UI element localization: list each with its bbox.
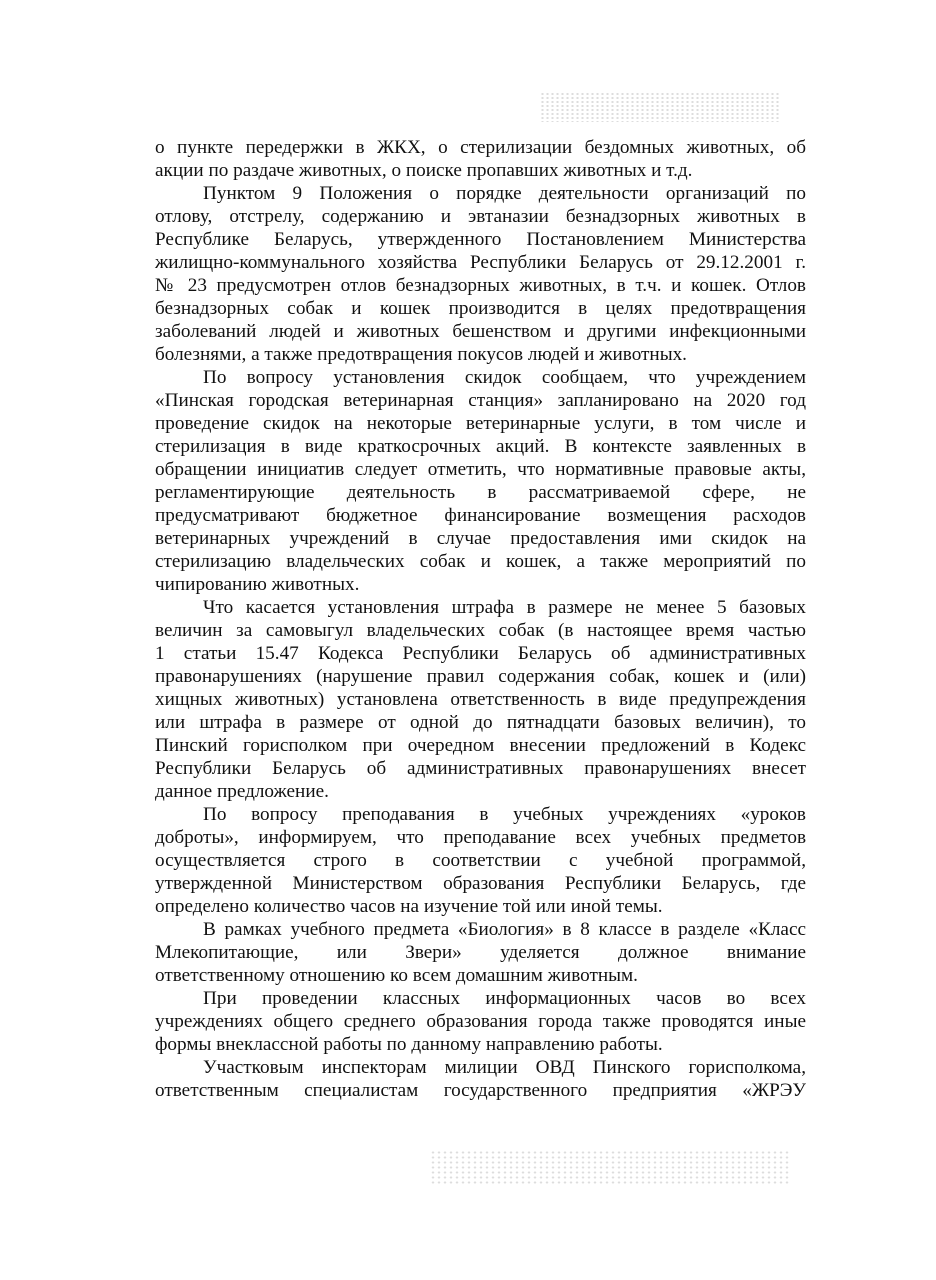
- text-line: В рамках учебного предмета «Биология» в 8 классе в разделе «Класс: [203, 919, 806, 940]
- paragraph: [155, 596, 806, 803]
- text-line: обращении инициатив следует отметить, что нормативные правовые акты,: [155, 459, 806, 480]
- text-line: стерилизацию владельческих собак и кошек, а также мероприятий по: [155, 551, 806, 572]
- paragraph: [155, 182, 806, 366]
- text-line: Участковым инспекторам милиции ОВД Пинского горисполкома,: [203, 1057, 806, 1078]
- text-line: ветеринарных учреждений в случае предоставления ими скидок на: [155, 528, 806, 549]
- text-line: безнадзорных собак и кошек производится в целях предотвращения: [155, 298, 806, 319]
- paragraph: [155, 136, 806, 182]
- text-line: 1 статьи 15.47 Кодекса Республики Беларусь об административных: [155, 643, 806, 664]
- text-line: или штрафа в размере от одной до пятнадцати базовых величин), то: [155, 712, 806, 733]
- paragraph: [155, 918, 806, 987]
- text-line: хищных животных) установлена ответственность в виде предупреждения: [155, 689, 806, 710]
- text-line: проведение скидок на некоторые ветеринарные услуги, в том числе и: [155, 413, 806, 434]
- text-line: Республике Беларусь, утвержденного Постановлением Министерства: [155, 229, 806, 250]
- text-line: жилищно-коммунального хозяйства Республики Беларусь от 29.12.2001 г.: [155, 252, 806, 273]
- text-line: ответственному отношению ко всем домашним животным.: [155, 965, 638, 986]
- text-line: Республики Беларусь об административных правонарушениях внесет: [155, 758, 806, 779]
- text-line: акции по раздаче животных, о поиске пропавших животных и т.д.: [155, 160, 693, 181]
- text-line: формы внеклассной работы по данному направлению работы.: [155, 1034, 663, 1055]
- text-line: предусматривают бюджетное финансирование возмещения расходов: [155, 505, 806, 526]
- text-line: чипированию животных.: [155, 574, 360, 595]
- text-line: величин за самовыгул владельческих собак (в настоящее время частью: [155, 620, 806, 641]
- text-line: Пунктом 9 Положения о порядке деятельности организаций по: [203, 183, 806, 204]
- text-line: правонарушениях (нарушение правил содержания собак, кошек и (или): [155, 666, 806, 687]
- text-line: болезнями, а также предотвращения покусов людей и животных.: [155, 344, 687, 365]
- text-line: стерилизация в виде краткосрочных акций. В контексте заявленных в: [155, 436, 806, 457]
- text-line: Пинский горисполком при очередном внесении предложений в Кодекс: [155, 735, 806, 756]
- text-line: о пункте передержки в ЖКХ, о стерилизации бездомных животных, об: [155, 137, 806, 158]
- document-page: [155, 136, 806, 1102]
- text-line: регламентирующие деятельность в рассматриваемой сфере, не: [155, 482, 806, 503]
- text-line: отлову, отстрелу, содержанию и эвтаназии безнадзорных животных в: [155, 206, 806, 227]
- text-line: доброты», информируем, что преподавание всех учебных предметов: [155, 827, 806, 848]
- text-line: По вопросу преподавания в учебных учреждениях «уроков: [203, 804, 806, 825]
- text-line: Что касается установления штрафа в размере не менее 5 базовых: [203, 597, 806, 618]
- paragraph: [155, 987, 806, 1056]
- paragraph: [155, 366, 806, 596]
- paragraph: [155, 803, 806, 918]
- scan-noise-top: [540, 92, 780, 122]
- text-line: заболеваний людей и животных бешенством и другими инфекционными: [155, 321, 806, 342]
- text-line: ответственным специалистам государственного предприятия «ЖРЭУ: [155, 1080, 806, 1101]
- scan-noise-bottom: [430, 1150, 790, 1186]
- text-line: осуществляется строго в соответствии с учебной программой,: [155, 850, 806, 871]
- text-line: учреждениях общего среднего образования города также проводятся иные: [155, 1011, 806, 1032]
- text-line: утвержденной Министерством образования Республики Беларусь, где: [155, 873, 806, 894]
- text-line: При проведении классных информационных часов во всех: [203, 988, 806, 1009]
- text-line: Млекопитающие, или Звери» уделяется должное внимание: [155, 942, 806, 963]
- text-line: № 23 предусмотрен отлов безнадзорных животных, в т.ч. и кошек. Отлов: [155, 275, 806, 296]
- text-line: По вопросу установления скидок сообщаем, что учреждением: [203, 367, 806, 388]
- text-line: определено количество часов на изучение той или иной темы.: [155, 896, 663, 917]
- text-line: данное предложение.: [155, 781, 329, 802]
- paragraph: [155, 1056, 806, 1102]
- text-line: «Пинская городская ветеринарная станция» запланировано на 2020 год: [155, 390, 806, 411]
